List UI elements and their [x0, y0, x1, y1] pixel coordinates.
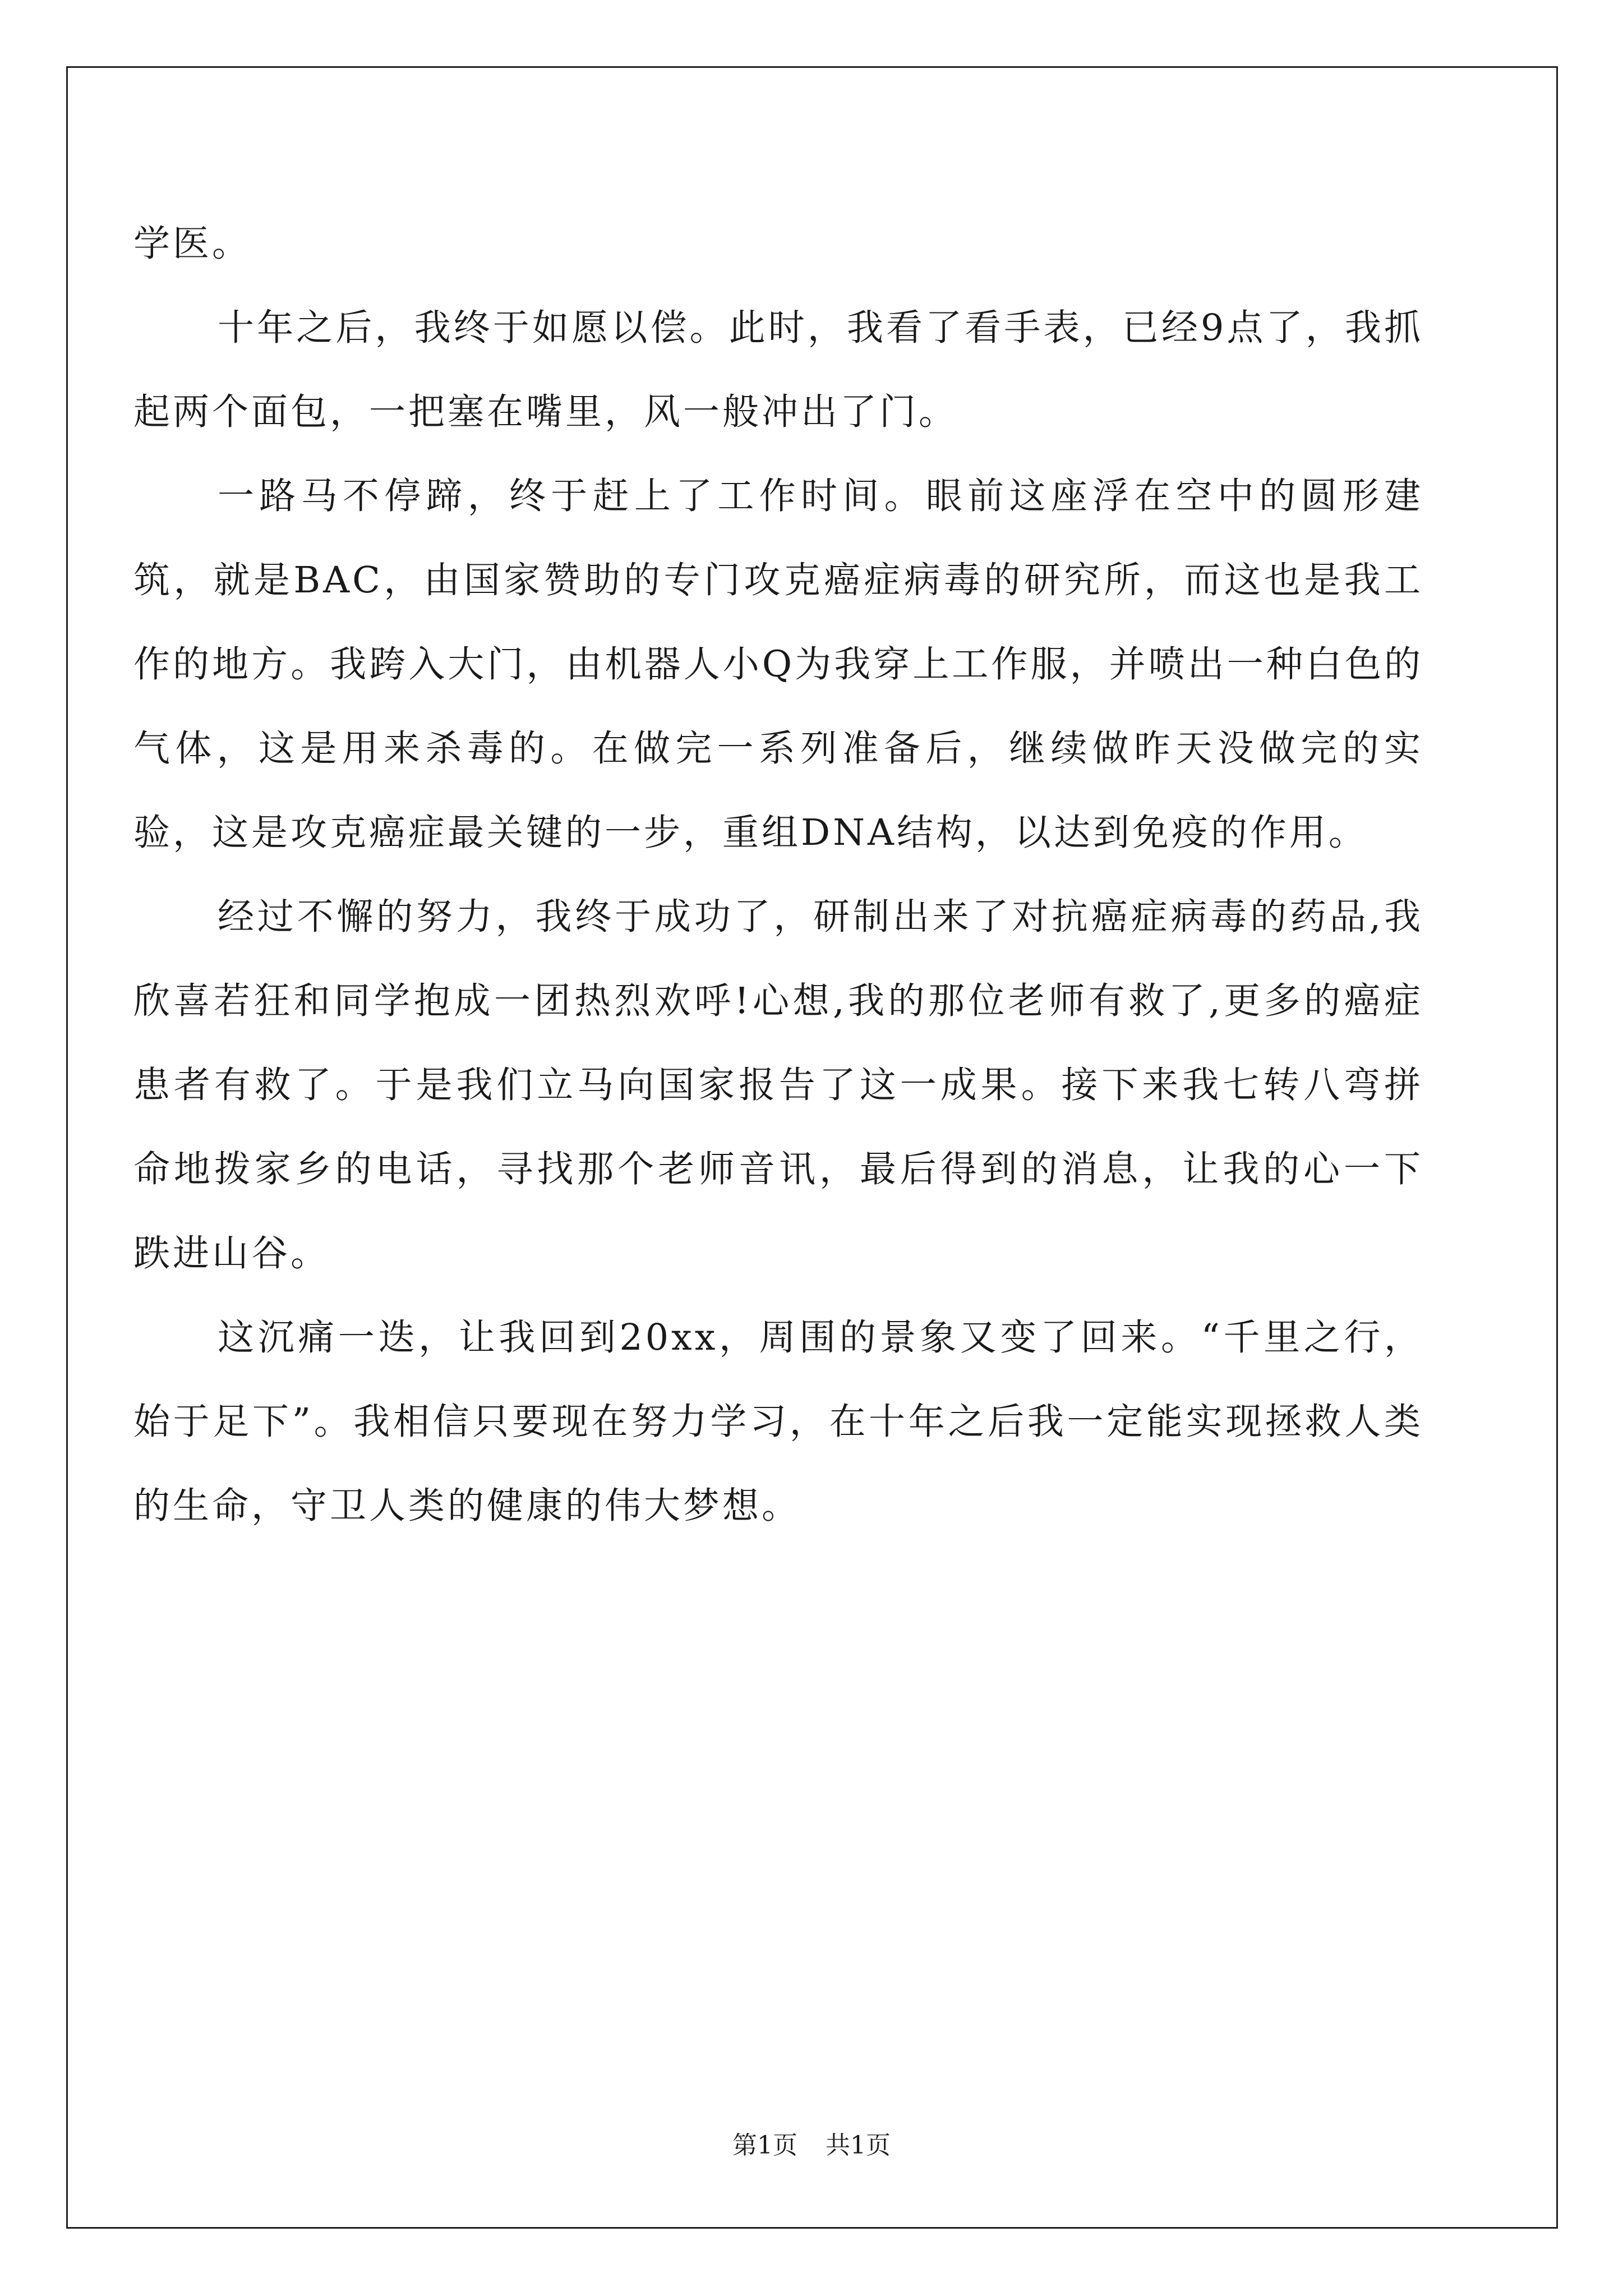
page-number-current: 第1页 — [732, 2131, 797, 2160]
page-footer — [0, 2129, 1623, 2162]
document-body — [133, 202, 1423, 1548]
paragraph-1: 学医。 — [133, 223, 252, 265]
paragraph-3: 一路马不停蹄，终于赶上了工作时间。眼前这座浮在空中的圆形建筑，就是BAC，由国家赞助的专门攻克癌症病毒的研究所，而这也是我工作的地方。我跨入大门，由机器人小Q为我穿上工作服，并喷出一种白色的气体，这是用来杀毒的。在做完一系列准备后，继续做昨天没做完的实验，这是攻克癌症最关键的一步，重组DNA结构，以达到免疫的作用。 — [133, 475, 1423, 854]
paragraph-4: 经过不懈的努力，我终于成功了，研制出来了对抗癌症病毒的药品,我欣喜若狂和同学抱成一团热烈欢呼!心想,我的那位老师有救了,更多的癌症患者有救了。于是我们立马向国家报告了这一成果。接下来我七转八弯拼命地拨家乡的电话，寻找那个老师音讯，最后得到的消息，让我的心一下跌进山谷。 — [133, 896, 1423, 1274]
paragraph-2: 十年之后，我终于如愿以偿。此时，我看了看手表，已经9点了，我抓起两个面包，一把塞在嘴里，风一般冲出了门。 — [133, 307, 1423, 433]
page-number-total: 共1页 — [826, 2131, 891, 2160]
paragraph-5: 这沉痛一迭，让我回到20xx，周围的景象又变了回来。“千里之行，始于足下”。我相信只要现在努力学习，在十年之后我一定能实现拯救人类的生命，守卫人类的健康的伟大梦想。 — [133, 1317, 1423, 1527]
